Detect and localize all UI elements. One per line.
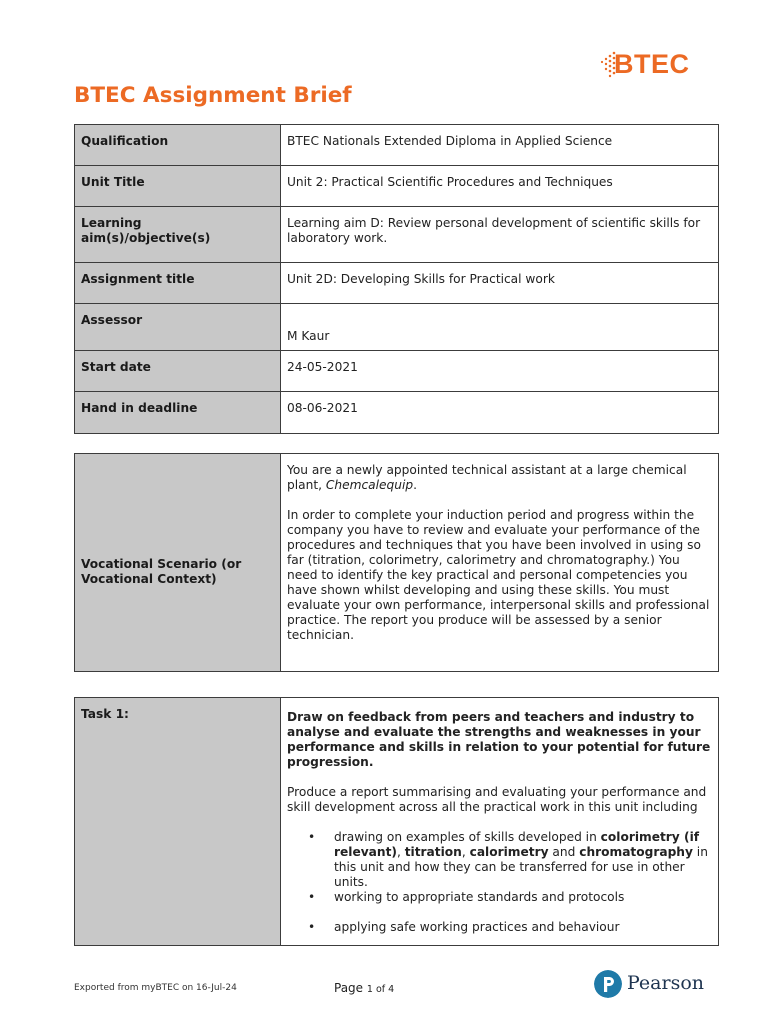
scenario-label: Vocational Scenario (or Vocational Context) [75,454,281,672]
table-row [75,392,719,434]
task-text [281,698,719,946]
pearson-wordmark: Pearson [627,972,705,994]
row-value: BTEC Nationals Extended Diploma in Applied Science [281,125,719,166]
row-label: Learning aim(s)/objective(s) [75,207,281,263]
bullet-icon: • [308,920,316,934]
table-row [75,166,719,207]
scenario-paragraph: In order to complete your induction period and progress within the company you have to review and evaluate your performance of the procedures and techniques that you have been involved in using so far (titration, colorimetry, calorimetry and chromatography.) You need to identify the key practical and personal competencies you have shown whilst developing and using these skills. You must evaluate your own performance, interpersonal skills and professional practice. The report you produce will be assessed by a senior technician. [287,508,710,642]
row-label: Qualification [75,125,281,166]
row-value: Learning aim D: Review personal development of scientific skills for laboratory work. [281,207,719,263]
scenario-paragraph [287,463,712,493]
table-row [75,304,719,351]
company-name: Chemcalequip [325,478,414,492]
logo-text: BTEC [614,49,690,79]
row-value: 24-05-2021 [281,351,719,392]
list-item [308,920,712,935]
table-row [75,263,719,304]
pearson-logo [594,970,714,1002]
bullet-text: in this unit and how they can be transferred for use in other units. [334,845,708,889]
row-label: Unit Title [75,166,281,207]
list-item [308,890,712,905]
table-row [75,207,719,263]
bullet-text: and [548,845,580,859]
table-row [75,698,719,946]
row-label: Assignment title [75,263,281,304]
bullet-bold: colorimetry (if relevant) [334,830,700,859]
task-bold-intro: Draw on feedback from peers and teachers and industry to analyse and evaluate the strengths and weaknesses in your performance and skills in relation to your potential for future progression. [287,710,711,769]
bullet-text: , [396,845,405,859]
row-value: 08-06-2021 [281,392,719,434]
pearson-p-icon [594,970,622,998]
scenario-intro-end: . [413,478,417,492]
scenario-intro: You are a newly appointed technical assistant at a large chemical plant, [287,463,687,492]
task-paragraph: Produce a report summarising and evaluating your performance and skill development across all the practical work in this unit including [287,785,707,814]
bullet-text: drawing on examples of skills developed in [334,830,601,844]
row-value: M Kaur [281,304,719,351]
task-label: Task 1: [75,698,281,946]
bullet-bold: titration [404,845,462,859]
bullet-bold: chromatography [579,845,693,859]
bullet-bold: calorimetry [469,845,549,859]
task-bullet-list [308,830,712,935]
scenario-text [281,454,719,672]
row-label: Start date [75,351,281,392]
row-label: Hand in deadline [75,392,281,434]
bullet-text: , [461,845,470,859]
page-title: BTEC Assignment Brief [74,83,352,108]
table-row [75,351,719,392]
page-word: Page [334,981,364,995]
table-row [75,454,719,672]
btec-logo [598,47,708,83]
row-value: Unit 2: Practical Scientific Procedures and Techniques [281,166,719,207]
bullet-text: working to appropriate standards and protocols [334,890,625,904]
list-item [308,830,712,890]
bullet-text: applying safe working practices and behaviour [334,920,620,934]
row-label: Assessor [75,304,281,351]
bullet-icon: • [308,830,316,844]
page-indicator [334,981,394,995]
scenario-table [74,453,719,672]
task-table [74,697,719,946]
page-number: 1 of 4 [366,984,395,995]
assignment-info-table [74,124,719,434]
row-value: Unit 2D: Developing Skills for Practical work [281,263,719,304]
bullet-icon: • [308,890,316,904]
export-note: Exported from myBTEC on 16-Jul-24 [74,983,237,993]
table-row [75,125,719,166]
